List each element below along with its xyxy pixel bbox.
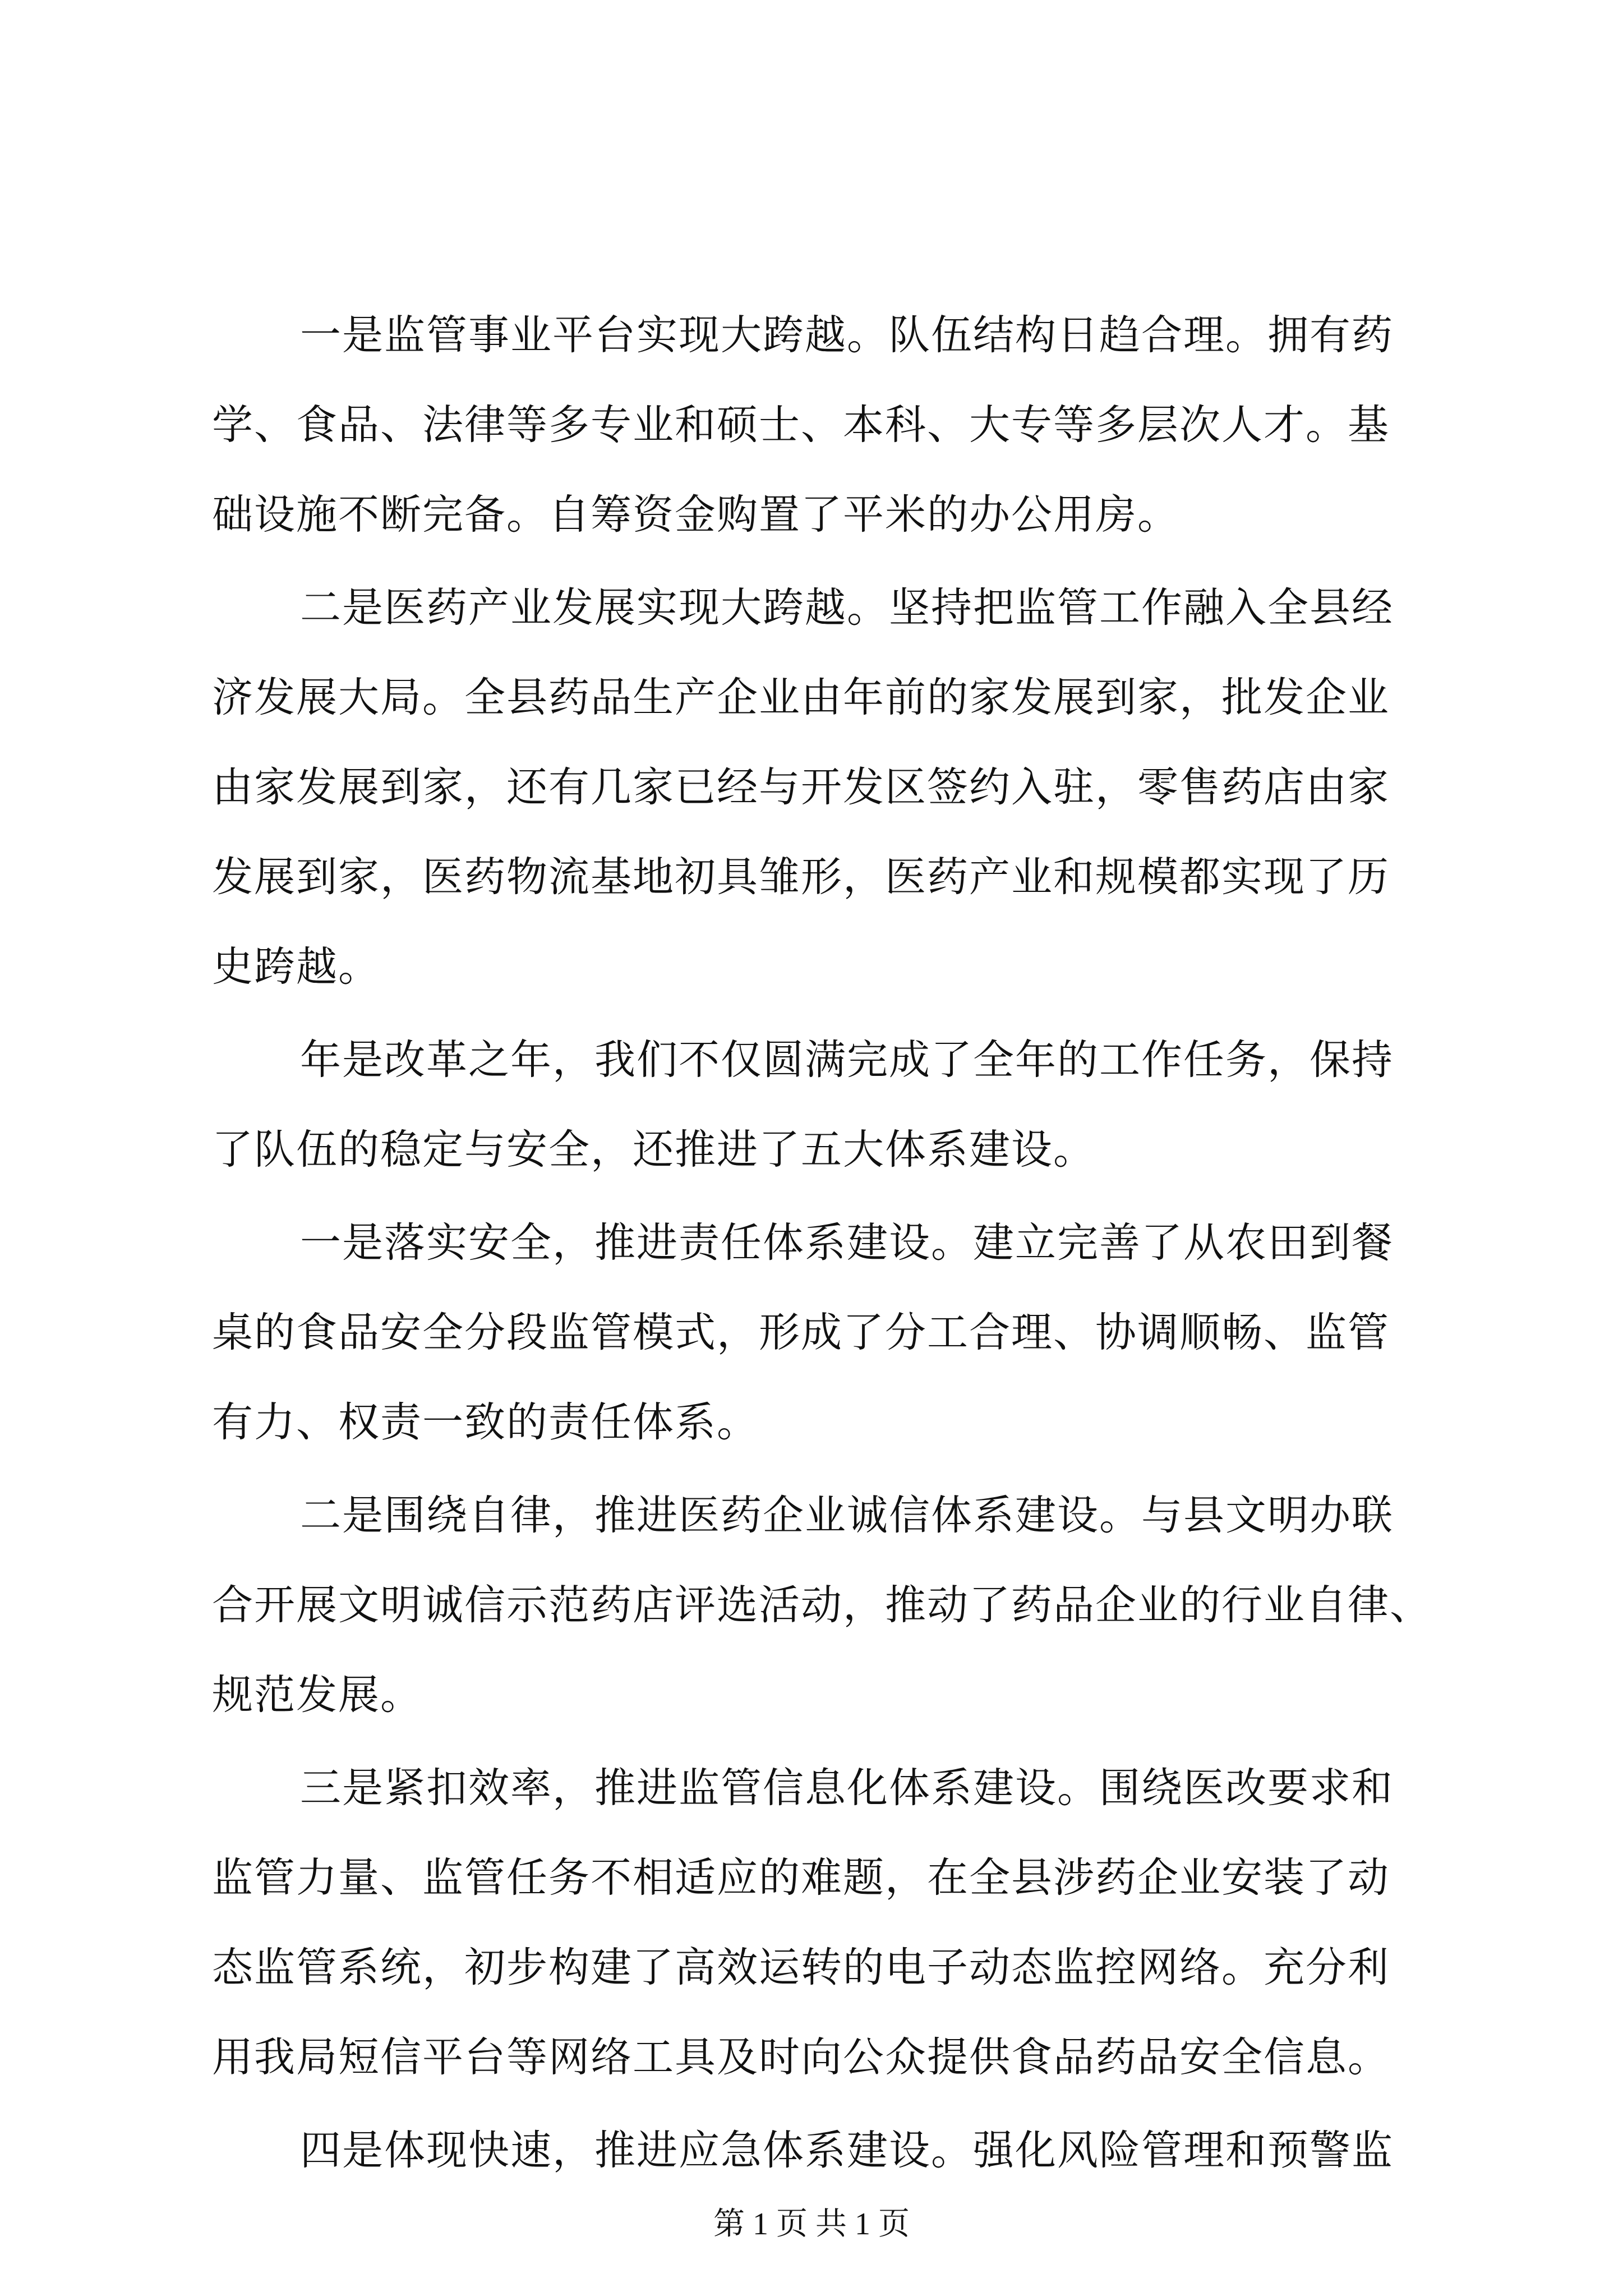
text-line: 三是紧扣效率，推进监管信息化体系建设。围绕医改要求和 <box>300 1764 1394 1812</box>
text-line: 桌的食品安全分段监管模式，形成了分工合理、协调顺畅、监管 <box>212 1309 1390 1356</box>
text-line: 态监管系统，初步构建了高效运转的电子动态监控网络。充分利 <box>212 1944 1390 1991</box>
text-line: 学、食品、法律等多专业和硕士、本科、大专等多层次人才。基 <box>212 401 1390 449</box>
text-line: 有力、权责一致的责任体系。 <box>212 1398 759 1446</box>
text-line: 了队伍的稳定与安全，还推进了五大体系建设。 <box>212 1126 1095 1174</box>
page-footer: 第 1 页 共 1 页 <box>713 2207 910 2242</box>
text-line: 用我局短信平台等网络工具及时向公众提供食品药品安全信息。 <box>212 2033 1390 2081</box>
text-line: 一是监管事业平台实现大跨越。队伍结构日趋合理。拥有药 <box>300 311 1394 359</box>
text-line: 济发展大局。全县药品生产企业由年前的家发展到家，批发企业 <box>212 674 1390 721</box>
text-line: 一是落实安全，推进责任体系建设。建立完善了从农田到餐 <box>300 1219 1394 1267</box>
text-line: 二是围绕自律，推进医药企业诚信体系建设。与县文明办联 <box>300 1492 1394 1539</box>
text-line: 础设施不断完备。自筹资金购置了平米的办公用房。 <box>212 491 1179 539</box>
text-line: 二是医药产业发展实现大跨越。坚持把监管工作融入全县经 <box>300 584 1394 632</box>
text-line: 由家发展到家，还有几家已经与开发区签约入驻，零售药店由家 <box>212 763 1390 811</box>
text-line: 监管力量、监管任务不相适应的难题，在全县涉药企业安装了动 <box>212 1854 1390 1902</box>
text-line: 规范发展。 <box>212 1671 422 1719</box>
text-line: 发展到家，医药物流基地初具雏形，医药产业和规模都实现了历 <box>212 853 1390 901</box>
text-line: 合开展文明诚信示范药店评选活动，推动了药品企业的行业自律、 <box>212 1581 1432 1629</box>
text-line: 四是体现快速，推进应急体系建设。强化风险管理和预警监 <box>300 2127 1394 2174</box>
text-line: 年是改革之年，我们不仅圆满完成了全年的工作任务，保持 <box>300 1036 1394 1084</box>
text-line: 史跨越。 <box>212 943 380 991</box>
